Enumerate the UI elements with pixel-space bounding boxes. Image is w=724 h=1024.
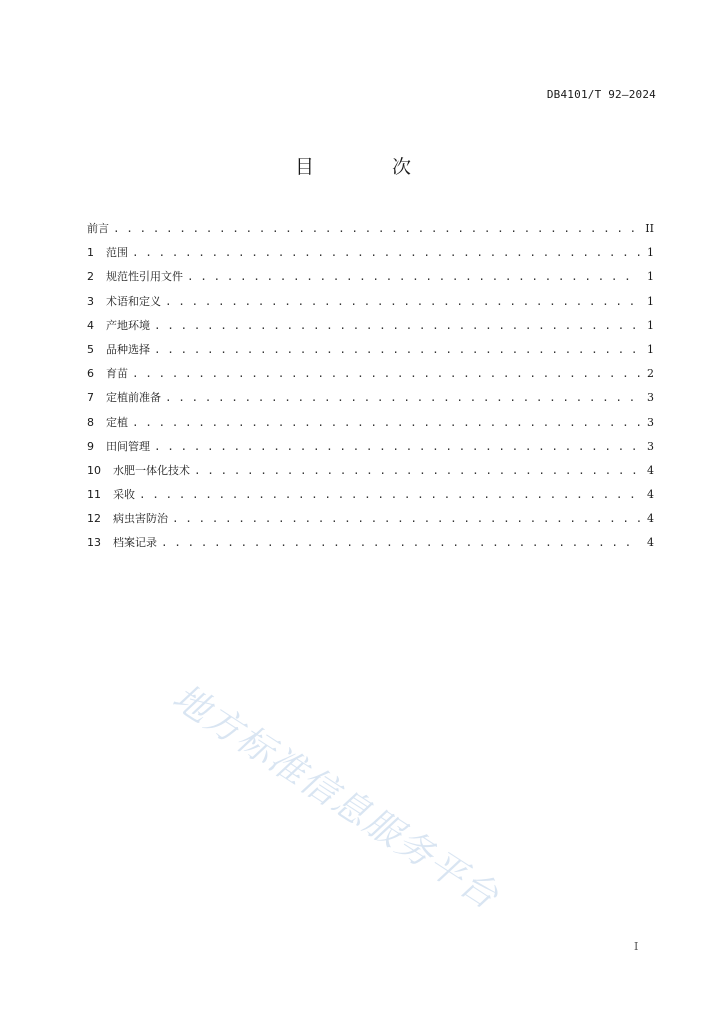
page-number: I	[634, 940, 639, 953]
toc-entry-page: 3	[647, 391, 654, 405]
toc-entry-label: 定植前准备	[106, 391, 161, 405]
toc-entry[interactable]	[87, 389, 654, 413]
toc-dot-leader	[154, 343, 640, 356]
toc-entry-label: 产地环境	[106, 318, 150, 332]
toc-dot-leader	[165, 391, 640, 404]
toc-entry[interactable]	[87, 365, 654, 389]
toc-entry[interactable]	[87, 268, 654, 292]
toc-entry[interactable]	[87, 317, 654, 341]
toc-entry-number: 7	[87, 391, 94, 405]
toc-dot-leader	[172, 512, 640, 525]
toc-dot-leader	[187, 270, 640, 283]
toc-entry-label: 病虫害防治	[113, 512, 168, 526]
toc-entry-number: 3	[87, 294, 94, 308]
toc-dot-leader	[132, 416, 640, 429]
toc-entry-page: 3	[647, 415, 654, 429]
toc-entry-label: 采收	[113, 488, 135, 502]
toc-dot-leader	[165, 295, 640, 308]
toc-entry-number: 9	[87, 439, 94, 453]
toc-entry-number: 4	[87, 318, 94, 332]
toc-entry-page: 4	[647, 463, 654, 477]
toc-entry-number: 11	[87, 488, 101, 502]
toc-dot-leader	[139, 488, 640, 501]
toc-entry[interactable]	[87, 462, 654, 486]
toc-entry-label: 范围	[106, 246, 128, 260]
toc-entry-number: 8	[87, 415, 94, 429]
watermark: 地方标准信息服务平台	[165, 676, 507, 919]
toc-entry-page: 1	[647, 318, 654, 332]
toc-entry-page: 4	[647, 536, 654, 550]
toc-entry-page: 2	[647, 367, 654, 381]
toc-entry-label: 前言	[87, 222, 109, 235]
toc-entry-page: 1	[647, 342, 654, 356]
toc-entry-label: 规范性引用文件	[106, 270, 183, 284]
toc-dot-leader	[113, 222, 640, 235]
toc-entry-number: 2	[87, 270, 94, 284]
toc-entry-number: 1	[87, 246, 94, 260]
toc-entry-number: 6	[87, 367, 94, 381]
toc-entry-page: 1	[647, 294, 654, 308]
toc-dot-leader	[154, 440, 640, 453]
toc-entry-label: 定植	[106, 415, 128, 429]
toc-entry-page: 4	[647, 512, 654, 526]
toc-entry[interactable]	[87, 293, 654, 317]
toc-entry-label: 品种选择	[106, 342, 150, 356]
toc-entry-number: 5	[87, 342, 94, 356]
toc-entry-number: 12	[87, 512, 101, 526]
toc-entry-page: 4	[647, 488, 654, 502]
toc-dot-leader	[154, 319, 640, 332]
toc-entry[interactable]	[87, 486, 654, 510]
table-of-contents	[87, 220, 654, 559]
toc-entry-number: 13	[87, 536, 101, 550]
toc-entry[interactable]	[87, 244, 654, 268]
toc-entry-page: 1	[647, 246, 654, 260]
toc-entry[interactable]	[87, 510, 654, 534]
toc-entry[interactable]	[87, 341, 654, 365]
toc-entry[interactable]	[87, 414, 654, 438]
toc-entry[interactable]	[87, 438, 654, 462]
document-code: DB4101/T 92—2024	[546, 88, 656, 101]
toc-entry[interactable]	[87, 534, 654, 558]
toc-entry-page: II	[645, 222, 654, 235]
toc-entry-page: 3	[647, 439, 654, 453]
toc-dot-leader	[161, 536, 640, 549]
toc-entry-label: 田间管理	[106, 439, 150, 453]
toc-title: 目 次	[294, 156, 448, 178]
toc-entry-page: 1	[647, 270, 654, 284]
toc-dot-leader	[132, 367, 640, 380]
toc-entry-label: 育苗	[106, 367, 128, 381]
toc-entry-label: 水肥一体化技术	[113, 463, 190, 477]
toc-entry-label: 档案记录	[113, 536, 157, 550]
toc-entry-label: 术语和定义	[106, 294, 161, 308]
toc-entry-number: 10	[87, 463, 101, 477]
toc-dot-leader	[194, 464, 640, 477]
toc-entry[interactable]	[87, 220, 654, 244]
toc-dot-leader	[132, 246, 640, 259]
